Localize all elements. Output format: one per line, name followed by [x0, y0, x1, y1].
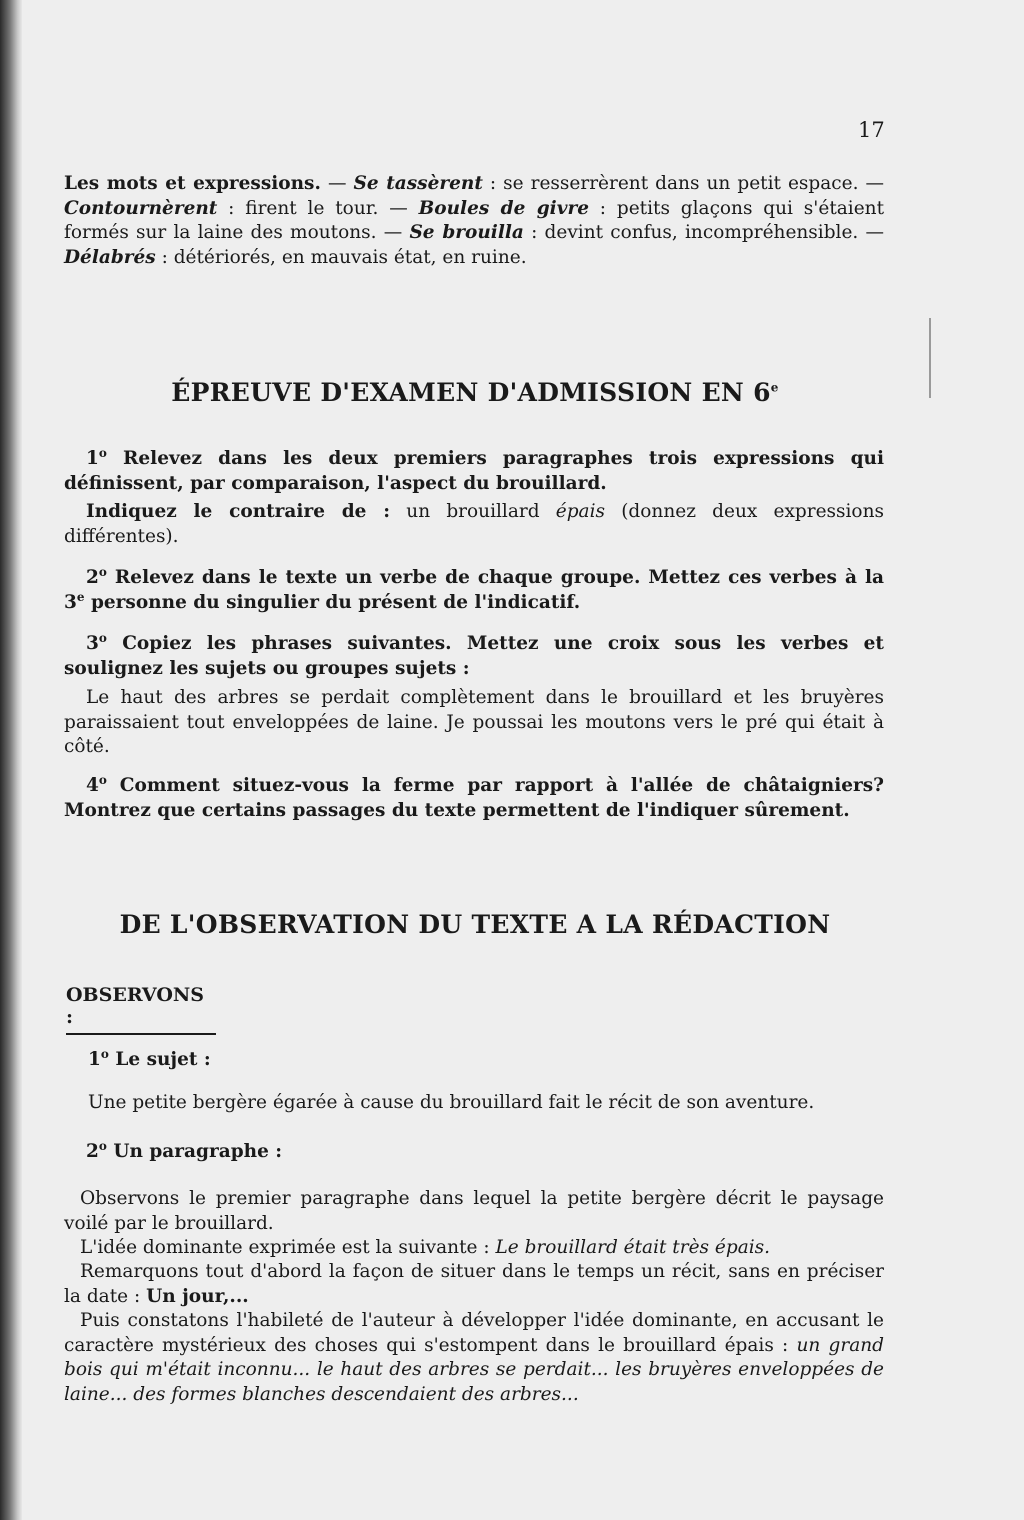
exam-question-1b: Indiquez le contraire de : un brouillard épais (donnez deux expressions différentes). — [64, 501, 884, 547]
observation-point-1-text: Une petite bergère égarée à cause du brouillard fait le récit de son aventure. — [88, 1092, 815, 1113]
observation-paragraph-3: Remarquons tout d'abord la façon de situer dans le temps un récit, sans en préciser la date : Un jour,... — [64, 1261, 884, 1307]
observation-paragraph-4: Puis constatons l'habileté de l'auteur à développer l'idée dominante, en accusant le caractère mystérieux des choses qui s'estompent dans le brouillard épais : un grand bois qui m'était inconnu... le haut des arbres se perdait... les bruyères enveloppées de laine... des formes blanches descendaient des arbres... — [64, 1310, 885, 1405]
vocab-term: Se tassèrent — [353, 173, 483, 194]
vocab-definition: détériorés, en mauvais état, en ruine. — [173, 246, 527, 268]
vocab-definition: firent le tour. — [245, 197, 379, 219]
exam-heading: ÉPREUVE D'EXAMEN D'ADMISSION EN 6e — [171, 378, 779, 407]
observation-paragraph-1: Observons le premier paragraphe dans lequel la petite bergère décrit le paysage voilé par le brouillard. — [64, 1188, 884, 1234]
exam-question-4: 4$^o$ Comment situez-vous la ferme par rapport à l'allée de châtaigniers? Montrez que certains passages du texte permettent de l'indiquer sûrement. — [64, 772, 884, 821]
vocab-term: Délabrés — [64, 246, 156, 268]
observation-point-2-label: 2$^o$ Un paragraphe : — [86, 1138, 283, 1162]
exam-question-2: 2$^o$ Relevez dans le texte un verbe de chaque groupe. Mettez ces verbes à la 3e personne du singulier du présent de l'indicatif. — [64, 564, 884, 613]
vocabulary-paragraph: Les mots et expressions. — Se tassèrent : se resserrèrent dans un petit espace. — Contournèrent : firent le tour. — Boules de givre : petits glaçons qui s'étaient formés sur la laine des moutons. — Se brouilla : devint confus, incompréhensible. — Délabrés : détériorés, en mauvais état, en ruine. — [64, 173, 885, 268]
observation-paragraph-2: L'idée dominante exprimée est la suivante : Le brouillard était très épais. — [80, 1237, 771, 1258]
vocab-term: Se brouilla — [409, 222, 524, 243]
vocab-definition: devint confus, incompréhensible. — [544, 222, 859, 243]
vocab-definition: se resserrèrent dans un petit espace. — [503, 173, 859, 194]
vocab-intro: Les mots et expressions. — [64, 173, 321, 194]
vocab-term: Contournèrent — [64, 197, 218, 219]
binding-shadow — [0, 0, 22, 1520]
vocab-definition: petits glaçons qui s'étaient formés sur la laine des moutons. — [64, 197, 885, 243]
vocab-term: Boules de givre — [418, 197, 589, 219]
exam-question-3: 3$^o$ Copiez les phrases suivantes. Mettez une croix sous les verbes et soulignez les sujets ou groupes sujets : — [64, 630, 884, 679]
observation-point-1-label: 1$^o$ Le sujet : — [88, 1046, 211, 1070]
observation-heading: DE L'OBSERVATION DU TEXTE A LA RÉDACTION — [119, 910, 831, 939]
observons-label: OBSERVONS : — [66, 984, 216, 1035]
exam-question-3-sentence: Le haut des arbres se perdait complètement dans le brouillard et les bruyères paraissaient tout enveloppées de laine. Je poussai les moutons vers le pré qui était à côté. — [64, 687, 884, 757]
exam-question-1: 1$^o$ Relevez dans les deux premiers paragraphes trois expressions qui définissent, par comparaison, l'aspect du brouillard. — [64, 445, 884, 494]
page-number: 17 — [858, 118, 885, 142]
